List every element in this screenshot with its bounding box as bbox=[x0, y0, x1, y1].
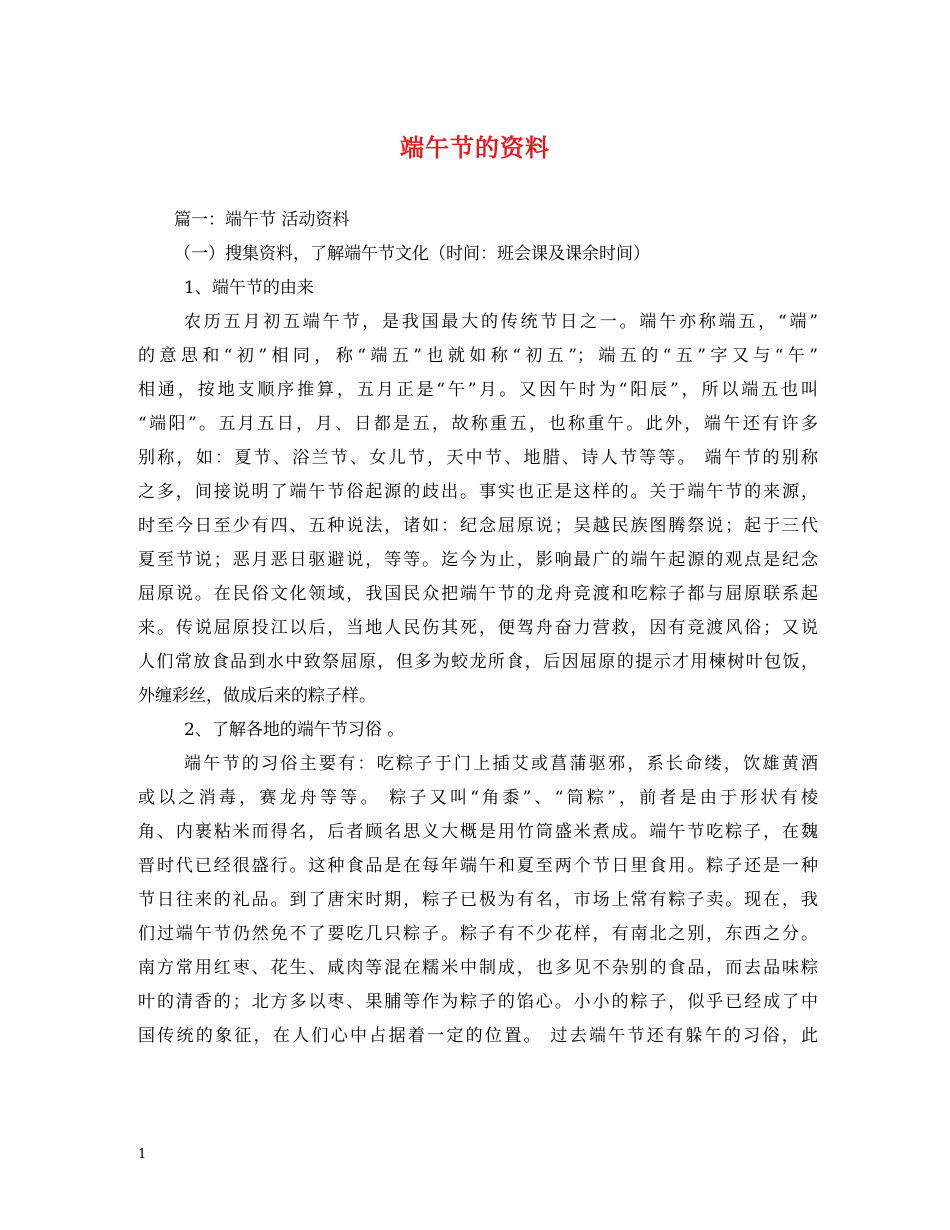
paragraph-line: 农历五月初五端午节，是我国最大的传统节日之一。端午亦称端五，“端” bbox=[184, 312, 818, 332]
paragraph-line: 南方常用红枣、花生、咸肉等混在糯米中制成，也多见不杂别的食品，而去品味粽 bbox=[138, 958, 818, 978]
paragraph-line: 相通，按地支顺序推算，五月正是“午”月。又因午时为“阳辰”，所以端五也叫 bbox=[138, 380, 818, 400]
paragraph-line: 叶的清香的；北方多以枣、果脯等作为粽子的馅心。小小的粽子，似乎已经成了中 bbox=[138, 992, 818, 1012]
paragraph-line: 之多，间接说明了端午节俗起源的歧出。事实也正是这样的。关于端午节的来源， bbox=[138, 482, 818, 502]
paragraph-line: 们过端午节仍然免不了要吃几只粽子。粽子有不少花样，有南北之别，东西之分。 bbox=[138, 924, 818, 944]
section-heading: 篇一：端午节 活动资料 bbox=[174, 210, 350, 230]
paragraph-line: 屈原说。在民俗文化领域，我国民众把端午节的龙舟竞渡和吃粽子都与屈原联系起 bbox=[138, 584, 818, 604]
paragraph-line: 别称，如：夏节、浴兰节、女儿节，天中节、地腊、诗人节等等。 端午节的别称 bbox=[138, 448, 818, 468]
document-title: 端午节的资料 bbox=[400, 133, 550, 162]
item-heading: 2、了解各地的端午节习俗 。 bbox=[184, 720, 405, 740]
paragraph-line: 端午节的习俗主要有：吃粽子于门上插艾或菖蒲驱邪，系长命缕，饮雄黄酒 bbox=[184, 754, 818, 774]
subsection-heading: （一）搜集资料，了解端午节文化（时间：班会课及课余时间） bbox=[174, 244, 650, 264]
paragraph-line: 夏至节说；恶月恶日驱避说，等等。迄今为止，影响最广的端午起源的观点是纪念 bbox=[138, 550, 818, 570]
paragraph-line: 人们常放食品到水中致祭屈原，但多为蛟龙所食，后因屈原的提示才用楝树叶包饭， bbox=[138, 652, 818, 672]
page-number: 1 bbox=[138, 1147, 147, 1162]
paragraph-line: 时至今日至少有四、五种说法，诸如：纪念屈原说；吴越民族图腾祭说；起于三代 bbox=[138, 516, 818, 536]
paragraph-line: 的意思和“初”相同，称“端五”也就如称“初五”；端五的“五”字又与“午” bbox=[138, 346, 818, 366]
paragraph-line: 来。传说屈原投江以后，当地人民伤其死，便驾舟奋力营救，因有竞渡风俗；又说 bbox=[138, 618, 818, 638]
paragraph-line: “端阳”。五月五日，月、日都是五，故称重五，也称重午。此外，端午还有许多 bbox=[138, 414, 818, 434]
paragraph-line: 节日往来的礼品。到了唐宋时期，粽子已极为有名，市场上常有粽子卖。现在，我 bbox=[138, 890, 818, 910]
paragraph-line: 外缠彩丝，做成后来的粽子样。 bbox=[138, 686, 376, 706]
paragraph-line: 国传统的象征，在人们心中占据着一定的位置。 过去端午节还有躲午的习俗，此 bbox=[138, 1026, 818, 1046]
paragraph-line: 晋时代已经很盛行。这种食品是在每年端午和夏至两个节日里食用。粽子还是一种 bbox=[138, 856, 818, 876]
item-heading: 1、端午节的由来 bbox=[184, 278, 314, 298]
paragraph-line: 或以之消毒，赛龙舟等等。 粽子又叫“角黍”、“筒粽”，前者是由于形状有棱 bbox=[138, 788, 818, 808]
paragraph-line: 角、内裹粘米而得名，后者顾名思义大概是用竹筒盛米煮成。端午节吃粽子，在魏 bbox=[138, 822, 818, 842]
